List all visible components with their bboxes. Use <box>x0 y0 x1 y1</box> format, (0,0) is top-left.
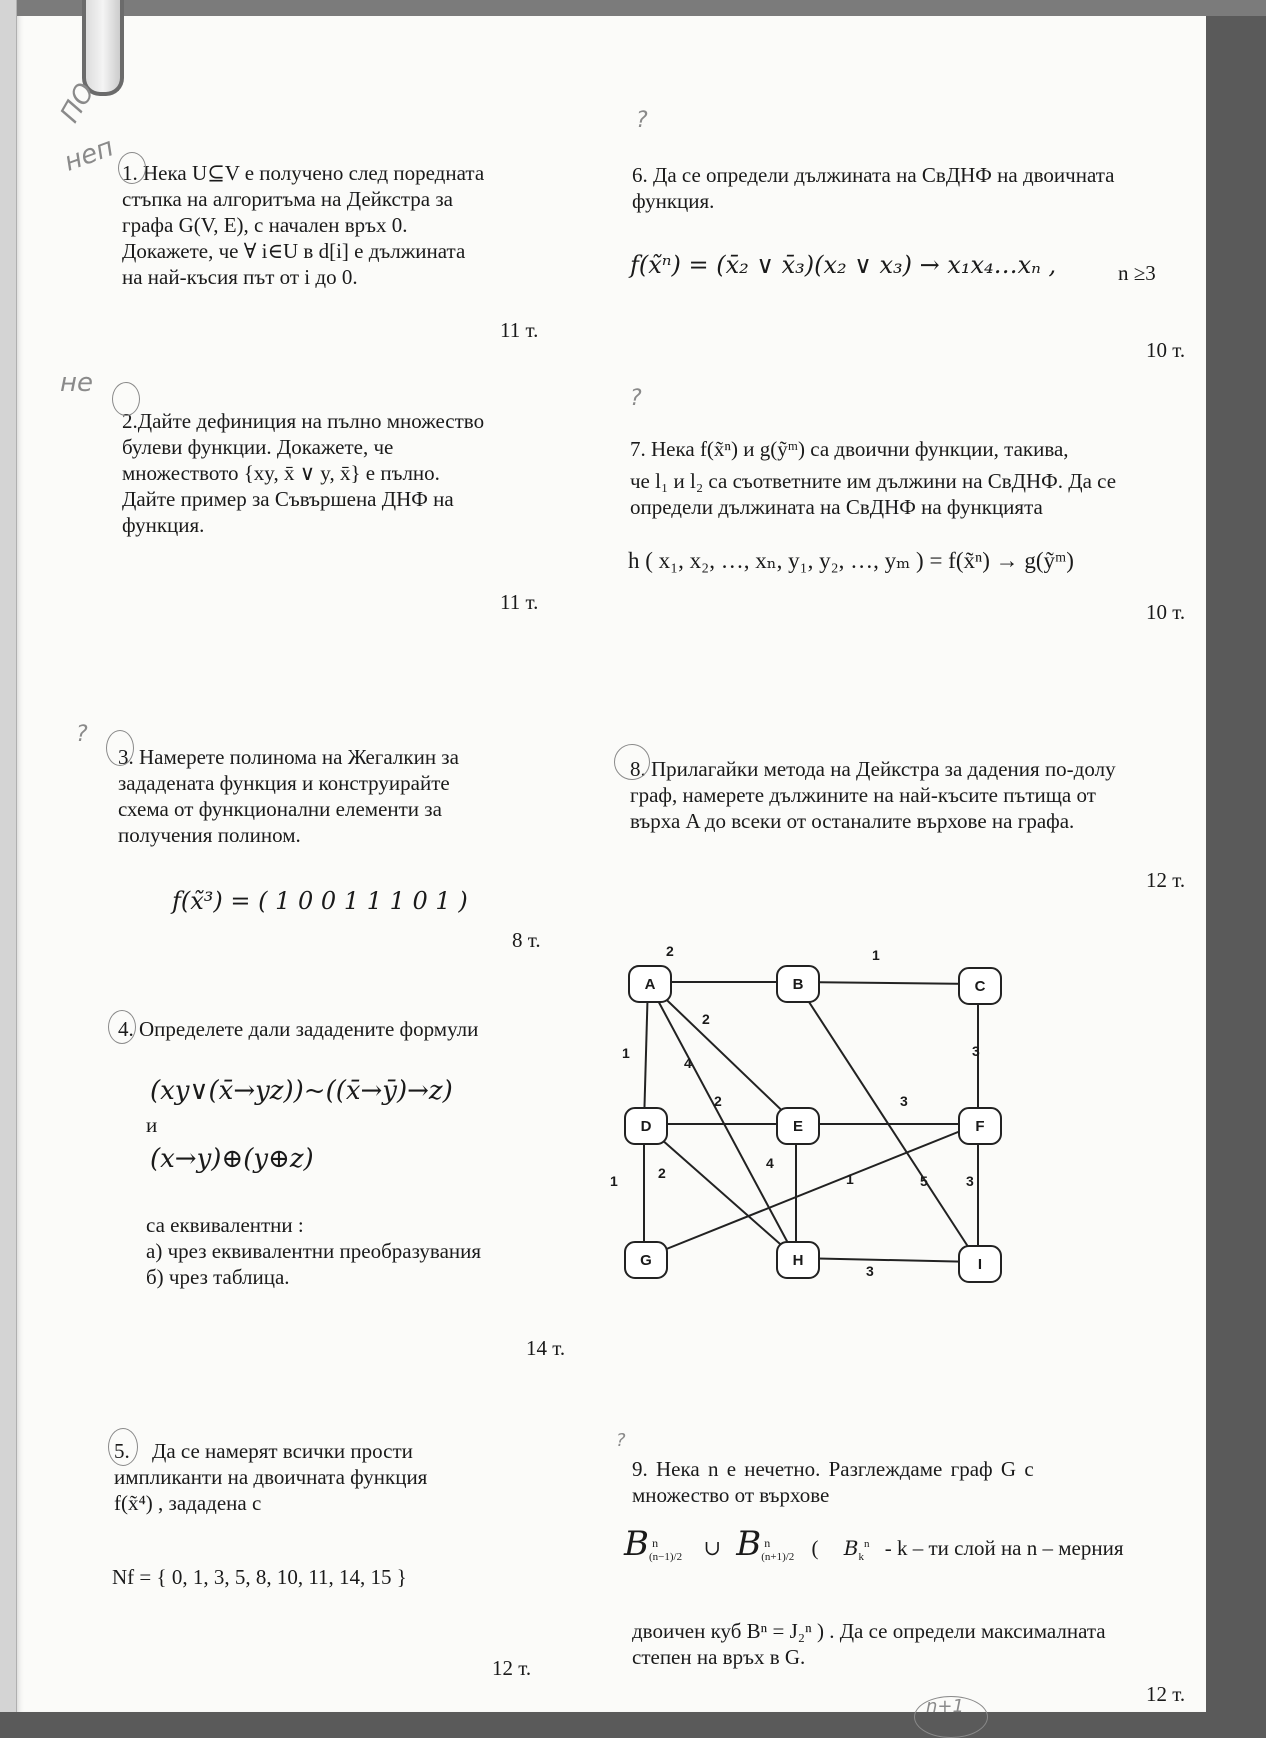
question-9-tail <box>632 1618 1222 1670</box>
paper-clip-icon <box>82 0 124 96</box>
question-number-circle <box>118 152 146 184</box>
edge-weight-F-I: 3 <box>966 1173 974 1189</box>
edge-weight-E-H: 4 <box>766 1155 774 1171</box>
question-line: импликанти на двоичната функция <box>114 1465 428 1489</box>
question-9 <box>632 1456 1212 1508</box>
question-line: булеви функции. Докажете, че <box>122 435 394 459</box>
question-line: зададената функция и конструирайте <box>118 771 450 795</box>
handwritten-note: ПО <box>55 78 102 128</box>
question-line: 6. Да се определи дължината на СвДНФ на двоичната <box>632 163 1115 187</box>
question-number-circle <box>108 1010 136 1044</box>
question-number-circle <box>614 744 650 780</box>
edge-weight-C-F: 3 <box>972 1043 980 1059</box>
graph-node-F: F <box>958 1107 1002 1145</box>
question-line: 3. Намерете полинома на Жегалкин за <box>118 745 459 769</box>
question-line: Дайте пример за Съвършена ДНФ на <box>122 487 454 511</box>
question-line: 8. Прилагайки метода на Дейкстра за дадения по-долу <box>630 757 1116 781</box>
question-line: степен на връх в G. <box>632 1645 806 1669</box>
question-line: Докажете, че ∀ i∈U в d[i] е дължината <box>122 239 466 263</box>
question-line: функция. <box>122 513 205 537</box>
question-4-points: 14 т. <box>526 1336 566 1360</box>
question-8-points: 12 т. <box>1146 868 1186 892</box>
question-5-number: 5. <box>114 1439 130 1463</box>
question-7 <box>630 436 1230 520</box>
edge-weight-B-I: 5 <box>920 1173 928 1189</box>
question-6 <box>632 162 1222 214</box>
scan-top-edge <box>0 0 1266 16</box>
question-line: схема от функционални елементи за <box>118 797 442 821</box>
question-8 <box>630 756 1230 834</box>
edge-weight-A-D: 1 <box>622 1045 630 1061</box>
question-3-points: 8 т. <box>512 928 541 952</box>
handwritten-question-mark: ? <box>76 722 88 747</box>
question-line: множество от върхове <box>632 1483 830 1507</box>
question-line: множеството {xy, x̄ ∨ y, x̄} е пълно. <box>122 461 440 485</box>
question-4 <box>118 1016 558 1042</box>
question-line: получения полином. <box>118 823 301 847</box>
edge-D-H <box>644 1124 796 1258</box>
question-line: графа G(V, E), с начален връх 0. <box>122 213 408 237</box>
question-5-formula: Nf = { 0, 1, 3, 5, 8, 10, 11, 14, 15 } <box>112 1565 407 1589</box>
edge-weight-A-B: 2 <box>666 943 674 959</box>
question-line: 1. Нека U⊆V е получено след поредната <box>122 161 485 185</box>
edge-weight-D-H: 2 <box>658 1165 666 1181</box>
question-line: функция. <box>632 189 715 213</box>
question-7-formula: h ( x₁, x₂, …, xₙ, y₁, y₂, …, yₘ ) = f(x̃ⁿ) → g(ỹᵐ) <box>628 548 1074 573</box>
graph-node-H: H <box>776 1241 820 1279</box>
scan-left-edge <box>0 0 17 1712</box>
question-line: 4. Определете дали зададените формули <box>118 1017 479 1041</box>
edge-weight-G-F: 1 <box>846 1171 854 1187</box>
question-4-tail <box>146 1212 566 1290</box>
edge-A-E <box>648 982 796 1124</box>
question-2-points: 11 т. <box>500 590 539 614</box>
question-1-points: 11 т. <box>500 318 539 342</box>
handwritten-question-mark: ? <box>630 386 642 411</box>
question-5 <box>114 1438 546 1516</box>
question-9-formula: $B_{(n-1)/2}^n$ ∪ $B_{(n+1)/2}^n$ ( $B_k^n$ - k – ти слой на n – мерния <box>624 1524 1124 1564</box>
edge-weight-E-F: 3 <box>900 1093 908 1109</box>
question-4-formula-1: (xy∨(x̄→yz))~((x̄→ȳ)→z) <box>150 1076 453 1106</box>
graph-node-E: E <box>776 1107 820 1145</box>
question-4-formula-2: (x→y)⊕(y⊕z) <box>150 1144 314 1174</box>
edge-weight-D-E: 2 <box>714 1093 722 1109</box>
graph-node-A: A <box>628 965 672 1003</box>
graph-node-G: G <box>624 1241 668 1279</box>
edge-A-H <box>648 982 796 1258</box>
question-line: стъпка на алгоритъма на Дейкстра за <box>122 187 453 211</box>
question-line: б) чрез таблица. <box>146 1265 290 1289</box>
question-7-points: 10 т. <box>1146 600 1186 624</box>
question-line: определи дължината на СвДНФ на функцията <box>630 495 1043 519</box>
handwritten-note: неп <box>60 132 118 178</box>
question-number-circle <box>106 730 134 766</box>
edge-B-C <box>796 982 978 984</box>
graph-node-D: D <box>624 1107 668 1145</box>
handwritten-note: не <box>60 368 93 398</box>
handwritten-question-mark: ? <box>616 1430 626 1451</box>
question-line: граф, намерете дължините на най-късите пътища от <box>630 783 1096 807</box>
question-line: са еквивалентни : <box>146 1213 304 1237</box>
edge-B-I <box>796 982 978 1262</box>
graph-edges <box>600 935 1080 1275</box>
graph-node-B: B <box>776 965 820 1003</box>
edge-A-D <box>644 982 648 1124</box>
edge-weight-A-H: 4 <box>684 1055 692 1071</box>
question-2 <box>122 408 554 538</box>
question-6-points: 10 т. <box>1146 338 1186 362</box>
question-line: че l₁ и l₂ са съответните им дължини на СвДНФ. Да се <box>630 469 1117 493</box>
question-line: f(x̃⁴) , зададена с <box>114 1491 262 1515</box>
handwritten-question-mark: ? <box>636 108 648 133</box>
edge-weight-D-G: 1 <box>610 1173 618 1189</box>
question-5-points: 12 т. <box>492 1656 532 1680</box>
question-3-formula: f(x̃³) = ( 1 0 0 1 1 1 0 1 ) <box>172 887 468 915</box>
edge-H-I <box>796 1258 978 1262</box>
question-6-condition: n ≥3 <box>1118 261 1156 285</box>
question-line: върха A до всеки от останалите върхове на графа. <box>630 809 1075 833</box>
question-line: а) чрез еквивалентни преобразувания <box>146 1239 482 1263</box>
question-3 <box>118 744 554 848</box>
question-line: двоичен куб Bⁿ = J₂ⁿ ) . Да се определи максималната <box>632 1619 1106 1643</box>
question-1 <box>122 160 554 290</box>
edge-weight-H-I: 3 <box>866 1263 874 1279</box>
question-6-formula: f(x̃ⁿ) = (x̄₂ ∨ x̄₃)(x₂ ∨ x₃) → x₁x₄…xₙ , <box>630 251 1057 279</box>
question-9-points: 12 т. <box>1146 1682 1186 1706</box>
edge-weight-B-C: 1 <box>872 947 880 963</box>
question-line: 2.Дайте дефиниция на пълно множество <box>122 409 485 433</box>
question-line: Да се намерят всички прости <box>152 1439 413 1463</box>
question-line: на най-късия път от i до 0. <box>122 265 358 289</box>
handwritten-note: n+1 <box>926 1696 964 1717</box>
weighted-graph <box>600 935 1080 1279</box>
edge-weight-A-E: 2 <box>702 1011 710 1027</box>
question-line: 9. Нека n е нечетно. Разглеждаме граф G с <box>632 1457 1034 1481</box>
question-number-circle <box>112 382 140 416</box>
graph-node-C: C <box>958 967 1002 1005</box>
question-line: 7. Нека f(x̃ⁿ) и g(ỹᵐ) са двоични функции, такива, <box>630 437 1069 461</box>
graph-node-I: I <box>958 1245 1002 1283</box>
question-4-and: и <box>146 1113 158 1137</box>
